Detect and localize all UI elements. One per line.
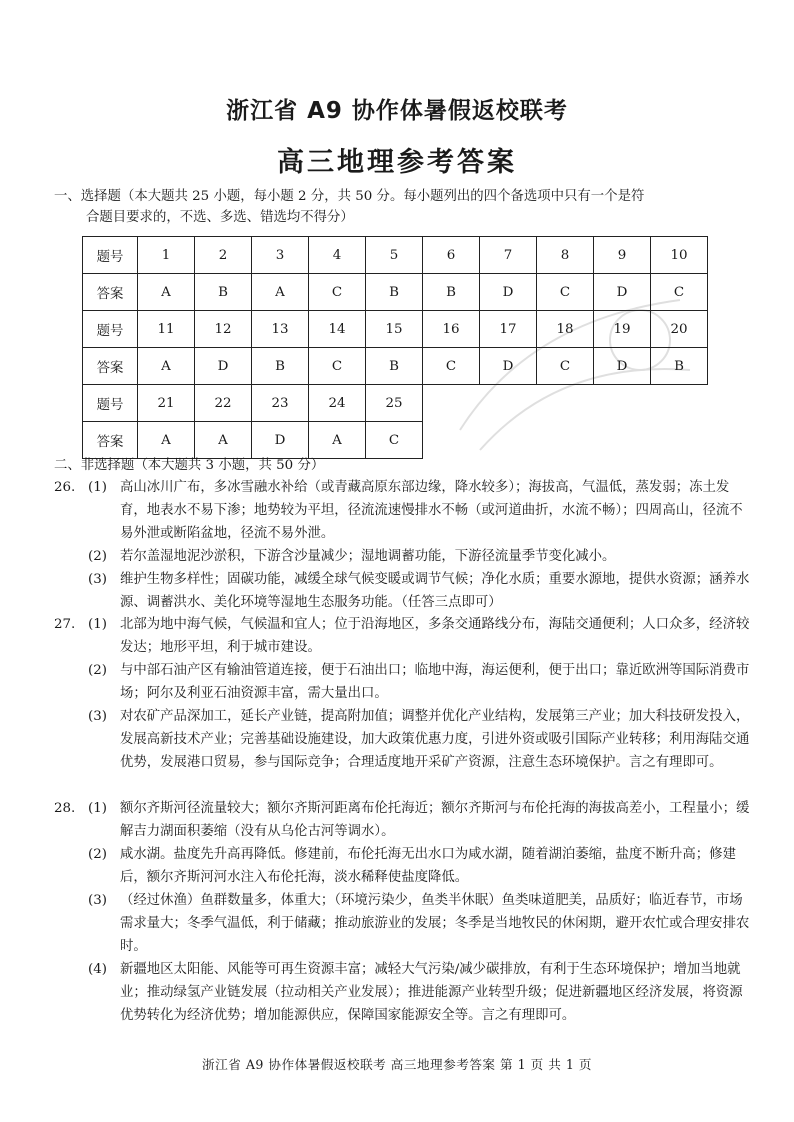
answer-item: [54, 613, 754, 659]
empty-cell: [423, 385, 480, 422]
answer-cell: C: [537, 274, 594, 311]
item-text: 新疆地区太阳能、风能等可再生资源丰富；减轻大气污染/减少碳排放，有利于生态环境保护；增加当地就业；推动绿氢产业链发展（拉动相关产业发展）；推进能源产业转型升级；促进新疆地区经济发展，将资源优势转化为经济优势；增加能源供应，保障国家能源安全等。言之有理即可。: [120, 962, 743, 1023]
question-number: 7: [480, 237, 537, 274]
answer-item: [54, 705, 754, 774]
question-number: 2: [195, 237, 252, 274]
answer-cell: A: [138, 348, 195, 385]
exam-title: 浙江省 A9 协作体暑假返校联考: [226, 98, 568, 124]
item-label: (3): [88, 572, 107, 587]
answer-cell: B: [366, 348, 423, 385]
row-label-answer: 答案: [83, 422, 138, 459]
answer-cell: C: [366, 422, 423, 459]
item-label: (2): [88, 549, 107, 564]
page-footer: 浙江省 A9 协作体暑假返校联考 高三地理参考答案 第 1 页 共 1 页: [202, 1057, 592, 1072]
answer-cell: B: [252, 348, 309, 385]
section2-heading: 二、非选择题（本大题共 3 小题，共 50 分）: [54, 458, 325, 473]
question-number: 11: [138, 311, 195, 348]
table-row: [83, 422, 708, 459]
item-label: (4): [88, 962, 107, 977]
empty-cell: [480, 385, 537, 422]
answer-cell: D: [594, 274, 651, 311]
answer-cell: D: [195, 348, 252, 385]
answer-cell: C: [423, 348, 480, 385]
answer-item: [54, 568, 754, 614]
row-label-question: 题号: [83, 311, 138, 348]
answer-item: [54, 958, 754, 1027]
answer-cell: A: [309, 422, 366, 459]
answer-cell: A: [138, 422, 195, 459]
empty-cell: [537, 422, 594, 459]
answer-cell: A: [252, 274, 309, 311]
item-text: 额尔齐斯河径流量较大；额尔齐斯河距离布伦托海近；额尔齐斯河与布伦托海的海拔高差小，工程量小；缓解吉力湖面积萎缩（没有从乌伦古河等调水）。: [120, 801, 750, 839]
question-number: 12: [195, 311, 252, 348]
empty-cell: [423, 422, 480, 459]
table-row: [83, 311, 708, 348]
answer-item: [54, 843, 754, 889]
answer-table: [82, 236, 708, 459]
answer-cell: C: [309, 274, 366, 311]
empty-cell: [594, 422, 651, 459]
answer-cell: B: [423, 274, 480, 311]
question-number: 17: [480, 311, 537, 348]
section1-heading-line1: 一、选择题（本大题共 25 小题，每小题 2 分，共 50 分。每小题列出的四个备选项中只有一个是符: [54, 189, 645, 204]
row-label-question: 题号: [83, 237, 138, 274]
question-number: 21: [138, 385, 195, 422]
item-text: 高山冰川广布，多冰雪融水补给（或青藏高原东部边缘，降水较多）；海拔高，气温低，蒸发弱；冻土发育，地表水不易下渗；地势较为平坦，径流流速慢排水不畅（或河道曲折，水流不畅）；四周高山，径流不易外泄或断陷盆地，径流不易外泄。: [120, 480, 743, 541]
item-text: 若尔盖湿地泥沙淤积，下游含沙量减少；湿地调蓄功能，下游径流量季节变化减小。: [120, 549, 616, 564]
question-number: 5: [366, 237, 423, 274]
item-text: 与中部石油产区有输油管道连接，便于石油出口；临地中海，海运便利，便于出口；靠近欧洲等国际消费市场；阿尔及利亚石油资源丰富，需大量出口。: [120, 663, 750, 701]
empty-cell: [594, 385, 651, 422]
question-number: 24: [309, 385, 366, 422]
section1-heading-line2: 合题目要求的，不选、多选、错选均不得分）: [86, 210, 354, 225]
empty-cell: [651, 422, 708, 459]
answer-cell: A: [195, 422, 252, 459]
item-text: 咸水湖。盐度先升高再降低。修建前，布伦托海无出水口为咸水湖，随着湖泊萎缩，盐度不断升高；修建后，额尔齐斯河河水注入布伦托海，淡水稀释使盐度降低。: [120, 847, 736, 885]
answer-cell: C: [537, 348, 594, 385]
item-label: (2): [88, 847, 107, 862]
question-number: 6: [423, 237, 480, 274]
question-number: 23: [252, 385, 309, 422]
item-label: (3): [88, 709, 107, 724]
item-text: 对农矿产品深加工，延长产业链，提高附加值；调整并优化产业结构，发展第三产业；加大科技研发投入，发展高新技术产业；完善基础设施建设，加大政策优惠力度，引进外资或吸引国际产业转移；利用海陆交通优势，发展港口贸易，参与国际竞争；合理适度地开采矿产资源，注意生态环境保护。言之有理即可。: [120, 709, 750, 770]
table-row: [83, 274, 708, 311]
item-label: (3): [88, 893, 107, 908]
answer-cell: B: [651, 348, 708, 385]
item-label: (1): [88, 801, 107, 816]
answer-item: [54, 889, 754, 958]
question-number: 25: [366, 385, 423, 422]
question-number: 10: [651, 237, 708, 274]
item-text: 北部为地中海气候，气候温和宜人；位于沿海地区，多条交通路线分布，海陆交通便利；人口众多，经济较发达；地形平坦，利于城市建设。: [120, 617, 750, 655]
section1-heading: [54, 186, 754, 228]
row-label-question: 题号: [83, 385, 138, 422]
answer-item: [54, 797, 754, 843]
item-text: （经过休渔）鱼群数量多，体重大；（环境污染少，鱼类半休眠）鱼类味道肥美，品质好；临近春节，市场需求量大；冬季气温低，利于储藏；推动旅游业的发展；冬季是当地牧民的休闲期，避开农忙或合理安排农时。: [120, 893, 750, 954]
question-number: 16: [423, 311, 480, 348]
item-label: (2): [88, 663, 107, 678]
answer-cell: D: [594, 348, 651, 385]
empty-cell: [480, 422, 537, 459]
answer-cell: C: [309, 348, 366, 385]
answer-cell: D: [480, 348, 537, 385]
question-number: 14: [309, 311, 366, 348]
answer-cell: D: [480, 274, 537, 311]
question-number: 20: [651, 311, 708, 348]
answer-item: [54, 476, 754, 545]
answer-cell: B: [195, 274, 252, 311]
table-row: [83, 348, 708, 385]
question-number: 3: [252, 237, 309, 274]
empty-cell: [651, 385, 708, 422]
question-number: 19: [594, 311, 651, 348]
question-number: 18: [537, 311, 594, 348]
question-27: [54, 613, 754, 774]
question-number: 9: [594, 237, 651, 274]
question-number: 4: [309, 237, 366, 274]
answer-cell: D: [252, 422, 309, 459]
question-28: [54, 797, 754, 1027]
question-number-27: 27.: [54, 617, 76, 632]
question-number: 13: [252, 311, 309, 348]
answer-key-title: 高三地理参考答案: [277, 147, 517, 178]
question-number: 8: [537, 237, 594, 274]
question-26: [54, 476, 754, 614]
question-number: 15: [366, 311, 423, 348]
answer-item: [54, 545, 754, 568]
question-number: 22: [195, 385, 252, 422]
answer-cell: C: [651, 274, 708, 311]
answer-cell: A: [138, 274, 195, 311]
question-number: 1: [138, 237, 195, 274]
answer-cell: B: [366, 274, 423, 311]
question-number-26: 26.: [54, 480, 76, 495]
row-label-answer: 答案: [83, 348, 138, 385]
table-row: [83, 237, 708, 274]
question-number-28: 28.: [54, 801, 76, 816]
table-row: [83, 385, 708, 422]
item-label: (1): [88, 480, 107, 495]
item-text: 维护生物多样性；固碳功能，减缓全球气候变暖或调节气候；净化水质；重要水源地，提供水资源；涵养水源、调蓄洪水、美化环境等湿地生态服务功能。（任答三点即可）: [120, 572, 750, 610]
answer-item: [54, 659, 754, 705]
item-label: (1): [88, 617, 107, 632]
empty-cell: [537, 385, 594, 422]
row-label-answer: 答案: [83, 274, 138, 311]
